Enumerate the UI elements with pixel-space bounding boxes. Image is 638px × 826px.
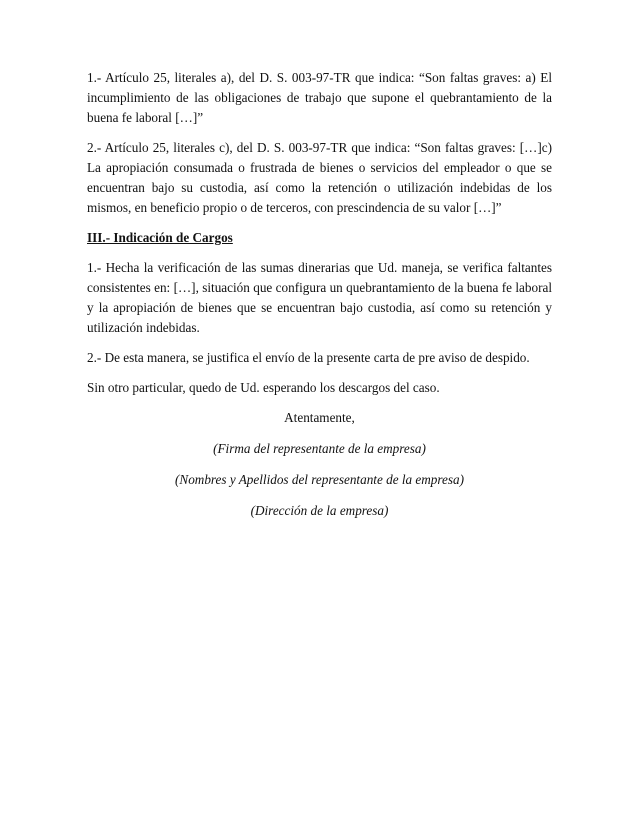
representative-name-line: (Nombres y Apellidos del representante de la empresa)	[175, 472, 464, 487]
company-address-line: (Dirección de la empresa)	[250, 503, 389, 518]
paragraph-article-25-c: 2.- Artículo 25, literales c), del D. S. 003-97-TR que indica: “Son faltas graves: […]c) La apropiación consumada o frustrada de bienes o servicios del empleador o que se encuentran bajo su custodia, así como la retención o utilización indebidas de los mismos, en beneficio propio o de terceros, con prescindencia de su valor […]”	[87, 140, 552, 215]
paragraph-article-25-a: 1.- Artículo 25, literales a), del D. S. 003-97-TR que indica: “Son faltas graves: a) El incumplimiento de las obligaciones de trabajo que supone el quebrantamiento de la buena fe laboral […]”	[87, 70, 552, 125]
paragraph-justification: 2.- De esta manera, se justifica el envío de la presente carta de pre aviso de despido.	[87, 350, 530, 365]
paragraph-verification: 1.- Hecha la verificación de las sumas dinerarias que Ud. maneja, se verifica faltantes consistentes en: […], situación que configura un quebrantamiento de la buena fe laboral y la apropiación de bienes que se encuentran bajo custodia, así como su retención y utilización indebidas.	[87, 260, 552, 335]
section-heading-cargos: III.- Indicación de Cargos	[87, 230, 233, 245]
signature-line: (Firma del representante de la empresa)	[213, 441, 426, 456]
closing-text: Atentamente,	[284, 410, 355, 425]
document-page	[87, 68, 552, 532]
paragraph-farewell: Sin otro particular, quedo de Ud. esperando los descargos del caso.	[87, 380, 440, 395]
